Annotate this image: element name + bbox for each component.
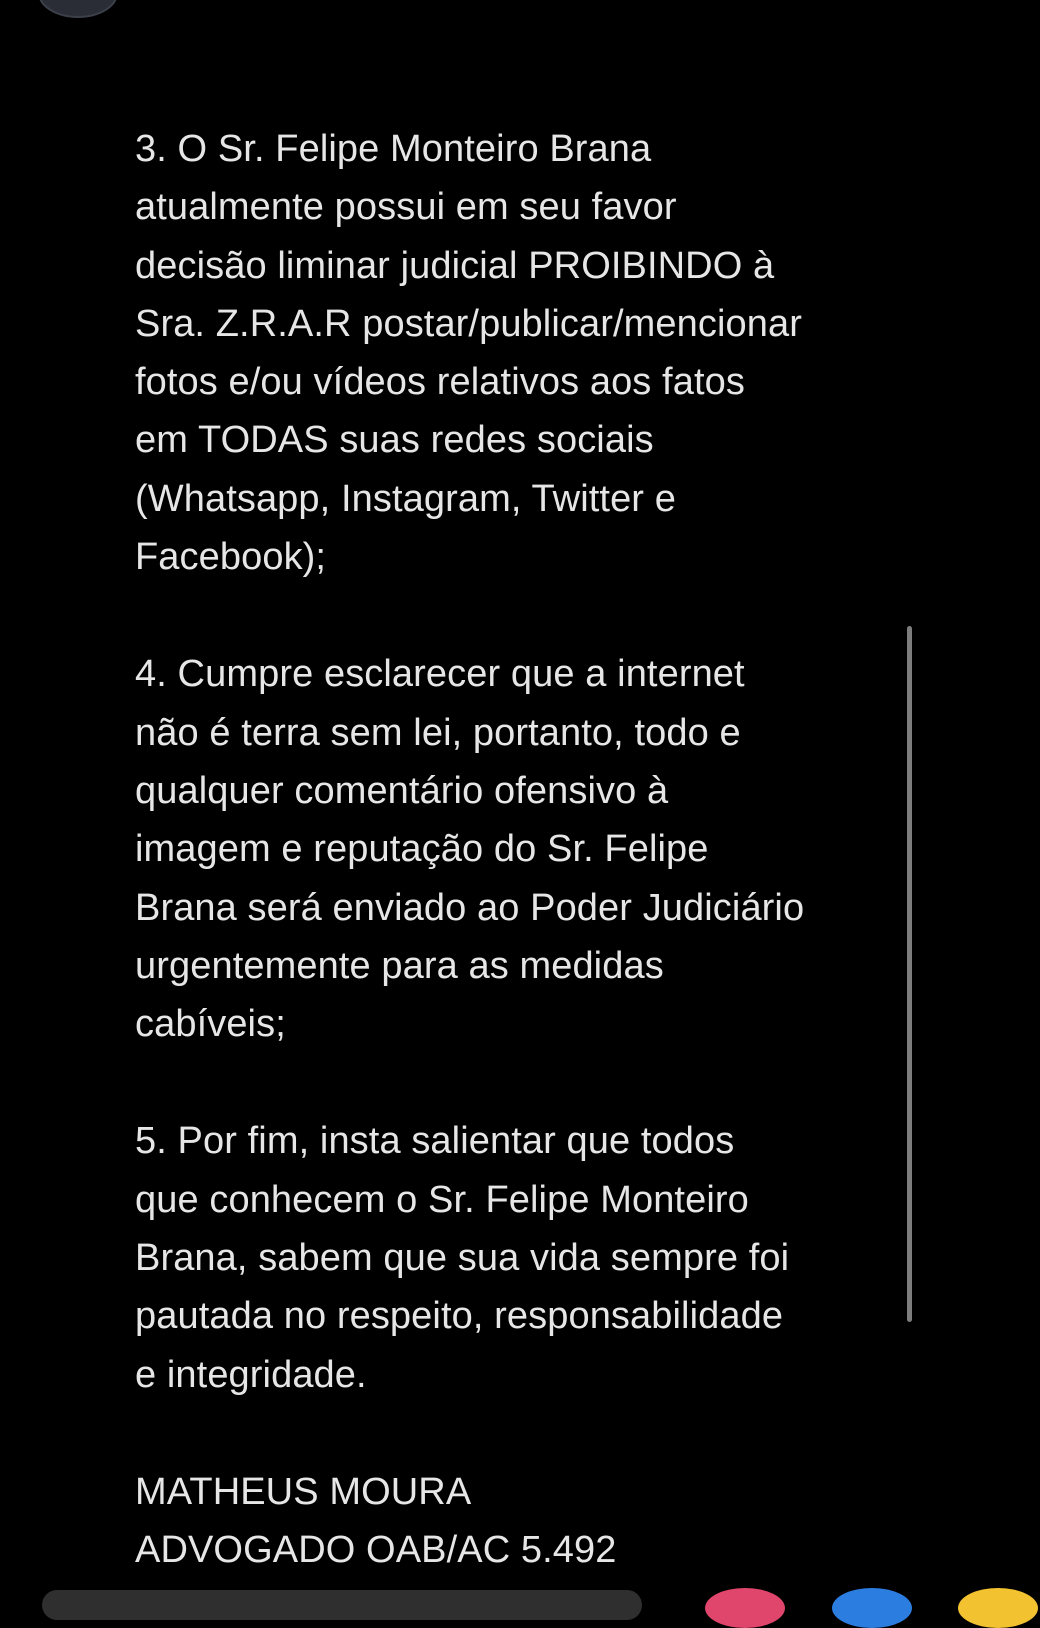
message-body: [135, 120, 875, 1580]
paragraph-spacer: [135, 586, 875, 645]
reply-input-bar[interactable]: [42, 1590, 642, 1620]
signature: MATHEUS MOURA ADVOGADO OAB/AC 5.492: [135, 1470, 617, 1572]
reaction-blue-icon[interactable]: [832, 1588, 912, 1628]
reaction-yellow-icon[interactable]: [958, 1588, 1038, 1628]
paragraph-3: 3. O Sr. Felipe Monteiro Brana atualmente possui em seu favor decisão liminar judicial PROIBINDO à Sra. Z.R.A.R postar/publicar/mencionar fotos e/ou vídeos relativos aos fatos em TODAS suas redes sociais (Whatsapp, Instagram, Twitter e Facebook);: [135, 128, 802, 579]
scrollbar[interactable]: [907, 626, 912, 1322]
paragraph-4: 4. Cumpre esclarecer que a internet não é terra sem lei, portanto, todo e qualquer comentário ofensivo à imagem e reputação do Sr. Felipe Brana será enviado ao Poder Judiciário urgentemente para as medidas cabíveis;: [135, 653, 805, 1046]
reaction-pink-icon[interactable]: [705, 1588, 785, 1628]
paragraph-spacer: [135, 1404, 875, 1463]
avatar[interactable]: [38, 0, 118, 18]
paragraph-spacer: [135, 1053, 875, 1112]
paragraph-5: 5. Por fim, insta salientar que todos que conhecem o Sr. Felipe Monteiro Brana, sabem que sua vida sempre foi pautada no respeito, responsabilidade e integridade.: [135, 1120, 790, 1396]
